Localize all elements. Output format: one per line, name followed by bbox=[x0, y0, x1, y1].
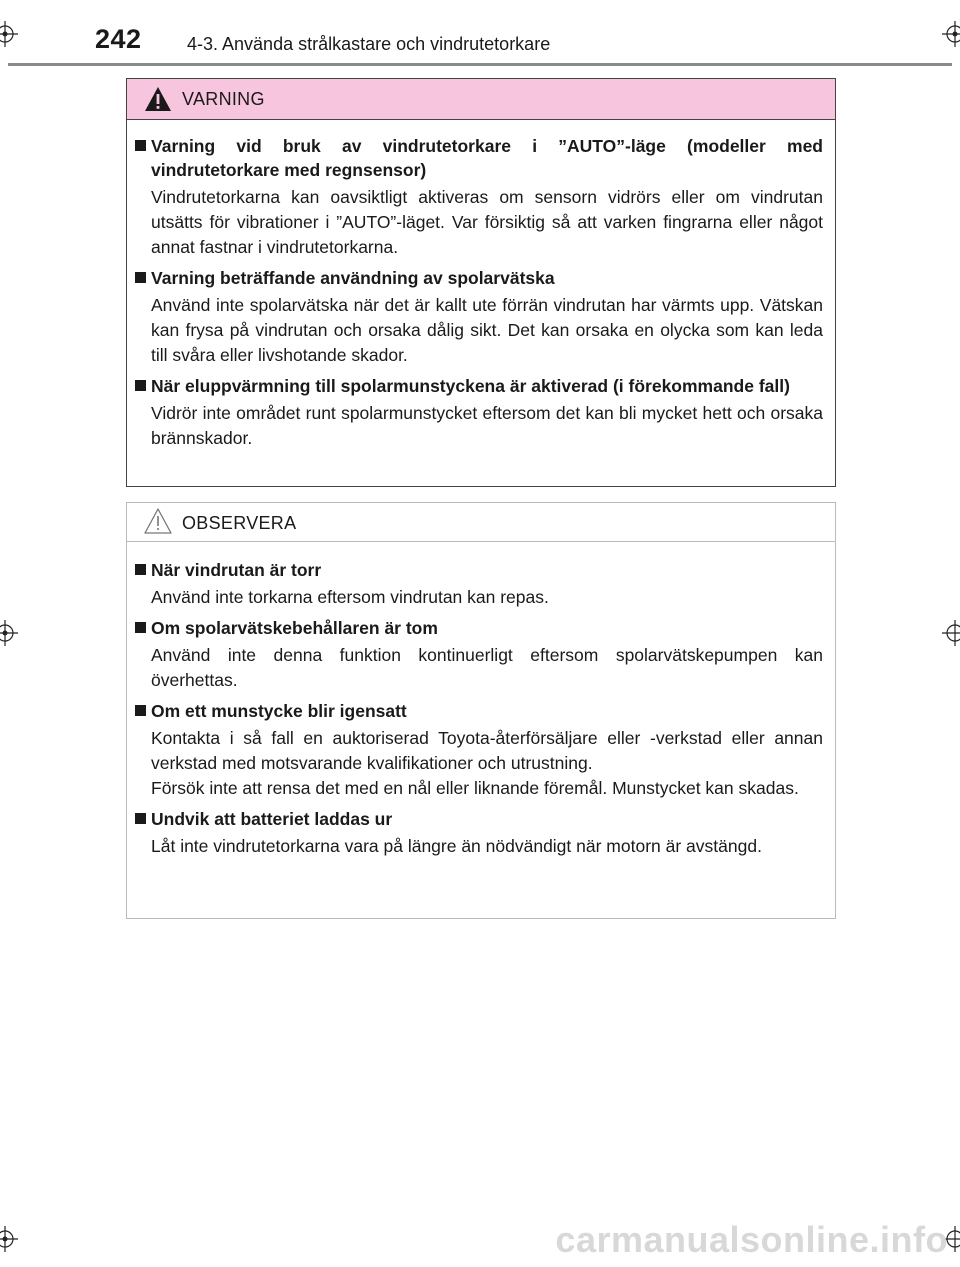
warning-item-body: Använd inte spolarvätska när det är kallt ute förrän vindrutan har värmts upp. Vätskan kan frysa på vindrutan och orsaka dålig sikt. Det kan orsaka en olycka som kan leda till svåra eller livshotande skador. bbox=[151, 295, 823, 365]
notice-item bbox=[129, 699, 823, 801]
notice-item bbox=[129, 558, 823, 610]
square-bullet-icon bbox=[129, 616, 151, 640]
square-bullet-icon bbox=[129, 266, 151, 290]
warning-item-title: Varning vid bruk av vindrutetorkare i ”AUTO”-läge (modeller med vindrutetorkare med regnsensor) bbox=[151, 136, 823, 180]
warning-item bbox=[129, 374, 823, 451]
warning-item-body: Vidrör inte området runt spolarmunstycket eftersom det kan bli mycket hett och orsaka brännskador. bbox=[151, 403, 823, 448]
warning-box bbox=[126, 78, 836, 487]
crop-mark-bottom-left bbox=[0, 1226, 18, 1252]
crop-mark-mid-right bbox=[942, 620, 960, 646]
warning-item-title: Varning beträffande användning av spolarvätska bbox=[151, 268, 555, 288]
square-bullet-icon bbox=[129, 374, 151, 398]
notice-item-body: Använd inte torkarna eftersom vindrutan kan repas. bbox=[151, 587, 549, 607]
notice-item-body: Använd inte denna funktion kontinuerligt eftersom spolarvätskepumpen kan överhettas. bbox=[151, 645, 823, 690]
warning-label: VARNING bbox=[182, 89, 265, 109]
notice-item-title: När vindrutan är torr bbox=[151, 560, 322, 580]
notice-item-body: Låt inte vindrutetorkarna vara på längre än nödvändigt när motorn är avstängd. bbox=[151, 836, 762, 856]
notice-label: OBSERVERA bbox=[182, 513, 297, 533]
warning-item bbox=[129, 134, 823, 260]
warning-item bbox=[129, 266, 823, 368]
notice-header bbox=[127, 503, 835, 542]
notice-box bbox=[126, 502, 836, 919]
crop-mark-mid-left bbox=[0, 620, 18, 646]
square-bullet-icon bbox=[129, 807, 151, 831]
warning-item-body: Vindrutetorkarna kan oavsiktligt aktiveras om sensorn vidrörs eller om vindrutan utsätts för vibrationer i ”AUTO”-läget. Var försiktig så att varken fingrarna eller något annat fastnar i vindrutetorkarna. bbox=[151, 187, 823, 257]
caution-triangle-icon bbox=[143, 507, 173, 535]
header-divider bbox=[8, 63, 952, 66]
warning-item-title: När eluppvärmning till spolarmunstyckena är aktiverad (i förekommande fall) bbox=[151, 376, 790, 396]
warning-content bbox=[129, 134, 823, 457]
notice-item-body: Försök inte att rensa det med en nål eller liknande föremål. Munstycket kan skadas. bbox=[151, 778, 799, 798]
square-bullet-icon bbox=[129, 699, 151, 723]
notice-item-title: Om ett munstycke blir igensatt bbox=[151, 701, 407, 721]
chapter-title: 4-3. Använda strålkastare och vindrutetorkare bbox=[187, 34, 551, 54]
crop-mark-top-left bbox=[0, 21, 18, 47]
square-bullet-icon bbox=[129, 558, 151, 582]
watermark: carmanualsonline.info bbox=[555, 1219, 948, 1260]
notice-content bbox=[129, 558, 823, 865]
notice-item bbox=[129, 616, 823, 693]
notice-item-body: Kontakta i så fall en auktoriserad Toyota-återförsäljare eller -verkstad eller annan verkstad med motsvarande kvalifikationer och utrustning. bbox=[151, 728, 823, 773]
square-bullet-icon bbox=[129, 134, 151, 182]
notice-item-title: Undvik att batteriet laddas ur bbox=[151, 809, 393, 829]
notice-item-title: Om spolarvätskebehållaren är tom bbox=[151, 618, 438, 638]
page-number: 242 bbox=[95, 24, 142, 54]
warning-header bbox=[127, 79, 835, 120]
notice-item bbox=[129, 807, 823, 859]
warning-triangle-icon bbox=[143, 85, 173, 113]
crop-mark-top-right bbox=[942, 21, 960, 47]
